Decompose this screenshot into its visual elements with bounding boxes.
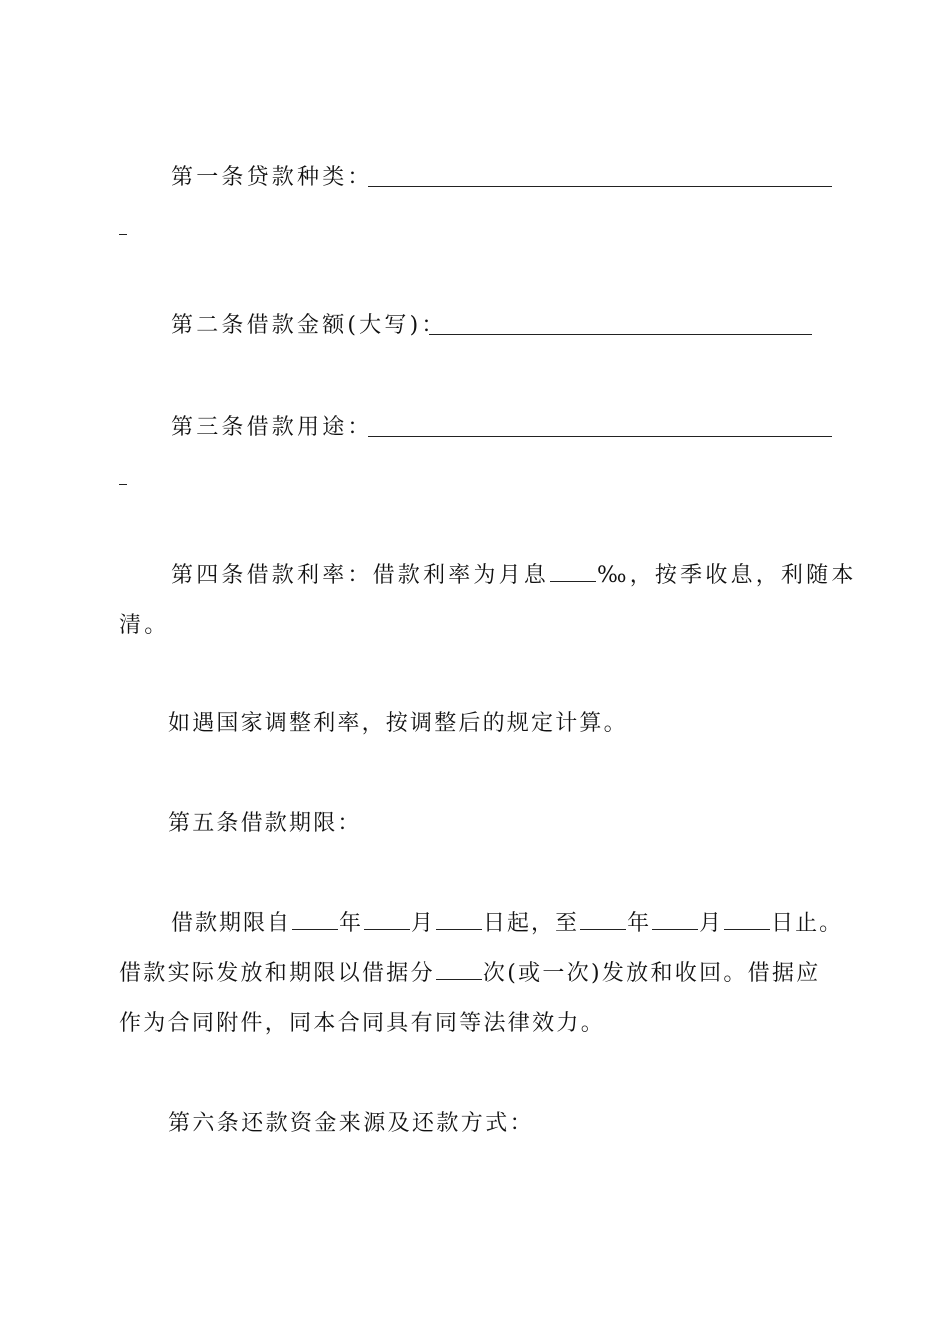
end-year-blank bbox=[580, 928, 626, 930]
article-1-line bbox=[0, 158, 950, 198]
disbursement-label: 借款实际发放和期限以借据分 bbox=[119, 961, 435, 986]
article-2-line bbox=[0, 306, 950, 346]
end-year-label: 年 bbox=[627, 911, 652, 936]
article-5-line-3 bbox=[0, 1004, 950, 1044]
disbursement-terms: 次(或一次)发放和收回。借据应 bbox=[482, 961, 821, 986]
start-month-blank bbox=[364, 928, 410, 930]
start-day-label: 日起，至 bbox=[483, 911, 580, 936]
start-day-blank bbox=[436, 928, 482, 930]
article-4-text-end: 清。 bbox=[119, 613, 170, 638]
article-3-line bbox=[0, 408, 950, 448]
article-4-note: 如遇国家调整利率，按调整后的规定计算。 bbox=[168, 711, 628, 736]
article-3-blank-continuation bbox=[119, 484, 127, 485]
article-5-disbursement-text bbox=[119, 954, 821, 994]
start-month-label: 月 bbox=[411, 911, 436, 936]
article-2-label: 第二条借款金额(大写)： bbox=[171, 313, 447, 338]
end-month-label: 月 bbox=[699, 911, 724, 936]
article-4-line-1 bbox=[0, 556, 950, 596]
article-2-blank bbox=[429, 334, 812, 335]
article-5-line-1 bbox=[0, 904, 950, 944]
start-year-blank bbox=[292, 928, 338, 930]
article-4-text bbox=[171, 556, 857, 596]
end-month-blank bbox=[652, 928, 698, 930]
article-5-period-text bbox=[171, 904, 843, 944]
article-1-label: 第一条贷款种类： bbox=[171, 165, 373, 190]
installments-blank bbox=[436, 978, 482, 980]
article-4-line-2 bbox=[0, 606, 950, 646]
interest-rate-blank bbox=[550, 580, 596, 582]
article-5-title-line bbox=[0, 804, 950, 844]
article-6-title-line bbox=[0, 1104, 950, 1144]
end-day-blank bbox=[724, 928, 770, 930]
start-year-label: 年 bbox=[339, 911, 364, 936]
article-5-line-2 bbox=[0, 954, 950, 994]
article-6-title: 第六条还款资金来源及还款方式： bbox=[168, 1111, 535, 1136]
article-5-validity-text: 作为合同附件，同本合同具有同等法律效力。 bbox=[119, 1011, 606, 1036]
article-4-note-line bbox=[0, 704, 950, 744]
end-day-label: 日止。 bbox=[771, 911, 844, 936]
period-from-label: 借款期限自 bbox=[171, 911, 292, 936]
article-3-blank bbox=[368, 436, 832, 437]
article-3-label: 第三条借款用途： bbox=[171, 415, 373, 440]
article-1-blank bbox=[368, 186, 832, 187]
article-4-interest-label: 第四条借款利率：借款利率为月息 bbox=[171, 563, 550, 588]
article-5-title: 第五条借款期限： bbox=[168, 811, 362, 836]
article-4-interest-terms: ‰，按季收息，利随本 bbox=[597, 563, 857, 588]
article-1-blank-continuation bbox=[119, 234, 127, 235]
